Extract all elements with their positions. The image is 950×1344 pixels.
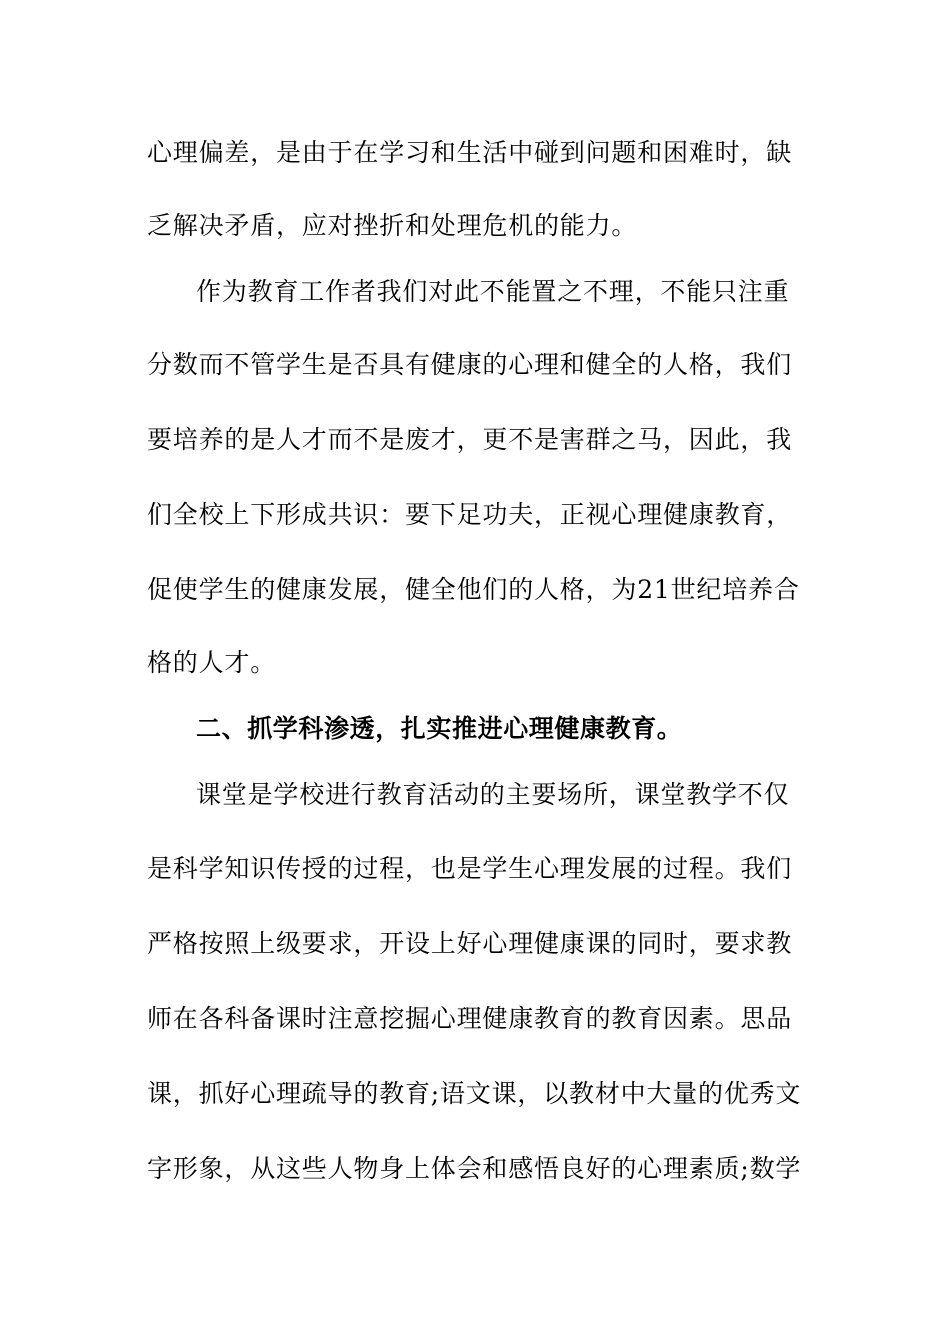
text-line: 字形象，从这些人物身上体会和感悟良好的心理素质;数学	[147, 1154, 802, 1183]
text-line: 们全校上下形成共识：要下足功夫，正视心理健康教育，	[147, 500, 793, 529]
text-line: 心理偏差，是由于在学习和生活中碰到问题和困难时，缺	[147, 138, 793, 167]
text-line: 格的人才。	[147, 648, 277, 677]
text-line: 乏解决矛盾，应对挫折和处理危机的能力。	[147, 211, 638, 240]
text-line: 是科学知识传授的过程，也是学生心理发展的过程。我们	[147, 854, 793, 883]
text-line: 促使学生的健康发展，健全他们的人格，为21世纪培养合	[147, 575, 800, 604]
text-line: 严格按照上级要求，开设上好心理健康课的同时，要求教	[147, 929, 793, 958]
text-line: 分数而不管学生是否具有健康的心理和健全的人格，我们	[147, 350, 793, 379]
section-heading: 二、抓学科渗透，扎实推进心理健康教育。	[196, 714, 683, 743]
text-line: 师在各科备课时注意挖掘心理健康教育的教育因素。思品	[147, 1004, 793, 1033]
text-line: 要培养的是人才而不是废才，更不是害群之马，因此，我	[147, 425, 793, 454]
paragraph-first-line: 课堂是学校进行教育活动的主要场所，课堂教学不仅	[196, 780, 790, 809]
text-line: 课，抓好心理疏导的教育;语文课，以教材中大量的优秀文	[147, 1079, 802, 1108]
paragraph-first-line: 作为教育工作者我们对此不能置之不理，不能只注重	[196, 277, 790, 306]
